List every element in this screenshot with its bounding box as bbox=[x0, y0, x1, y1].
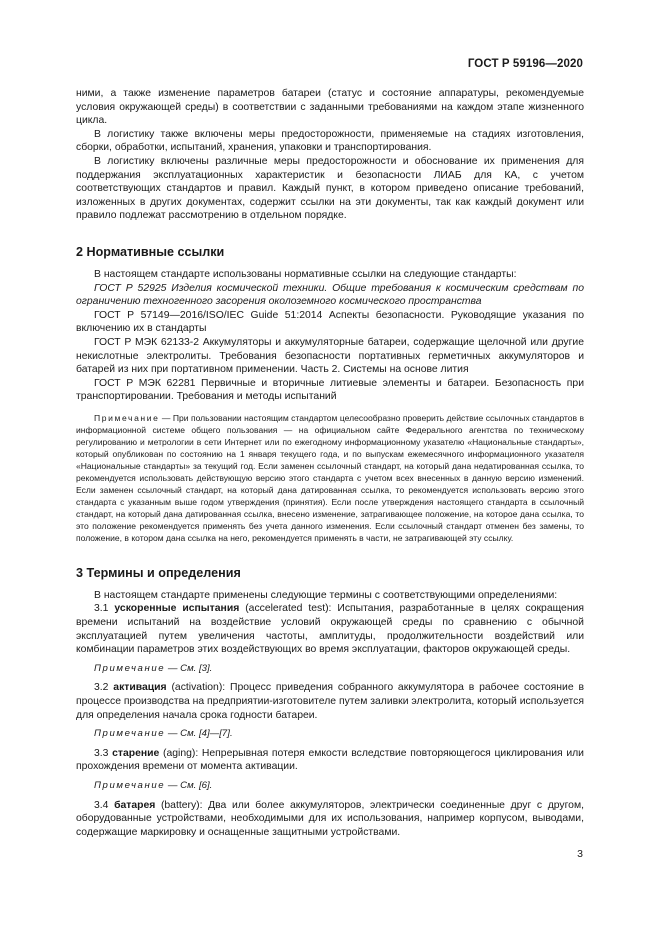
term-name: старение bbox=[112, 747, 160, 759]
note-label: Примечание bbox=[94, 412, 160, 423]
term-definition: (battery): Два или более аккумуляторов, электрически соединенные друг с другом, оборудованные устройствами, необходимыми для их использования, например корпусом, выводами, содержащие маркировку и оснащенные защитными устройствами. bbox=[76, 799, 584, 838]
page-content bbox=[76, 87, 584, 839]
term-number: 3.2 bbox=[94, 682, 114, 694]
term-name: батарея bbox=[114, 799, 156, 811]
normative-reference-4: ГОСТ Р МЭК 62281 Первичные и вторичные литиевые элементы и батареи. Безопасность при транспортировании. Требования и методы испытаний bbox=[76, 377, 584, 403]
normative-reference-2: ГОСТ Р 57149—2016/ISO/IEC Guide 51:2014 Аспекты безопасности. Руководящие указания по включению их в стандарты bbox=[76, 309, 584, 335]
section-2-intro: В настоящем стандарте использованы нормативные ссылки на следующие стандарты: bbox=[94, 268, 517, 280]
term-entry bbox=[76, 681, 584, 722]
term-name: активация bbox=[113, 682, 167, 694]
term-name: ускоренные испытания bbox=[114, 603, 240, 615]
term-definition: (accelerated test): Испытания, разработанные в целях сокращения времени испытаний на воздействие условий окружающей среды по сравнению с обычной эксплуатацией путем увеличения частоты, амплитуды, продолжительности воздействий или комбинации параметров этих воздействующих во время эксплуатации, факторов окружающей среды. bbox=[76, 603, 584, 656]
term-note-label: Примечание bbox=[94, 780, 166, 791]
section-3-heading: 3 Термины и определения bbox=[76, 565, 241, 580]
intro-paragraph-3: В логистику включены различные меры предосторожности и обоснование их применения для поддержания эксплуатационных характеристик и безопасности ЛИАБ для КА, с учетом соответствующих стандартов и правил. Каждый пункт, в котором приведено описание требований, изложенных в других документах, содержит ссылки на эти документы, так как каждый документ или правило подлежат рассмотрению в отдельном порядке. bbox=[76, 155, 584, 222]
term-entry bbox=[76, 747, 584, 774]
term-note bbox=[76, 780, 584, 793]
term-number: 3.1 bbox=[94, 603, 115, 615]
term-note-ref: — См. [3]. bbox=[165, 662, 213, 674]
term-note-label: Примечание bbox=[94, 662, 166, 674]
term-note bbox=[76, 728, 584, 741]
term-note-ref: — См. [4]—[7]. bbox=[165, 728, 233, 740]
term-note-label: Примечание bbox=[94, 728, 166, 740]
note-text: — При пользовании настоящим стандартом целесообразно проверить действие ссылочных стандартов в информационной системе общего пользования — на официальном сайте Федерального агентства по техническому регулированию и метрологии в сети Интернет или по ежегодному информационному указателю «Национальные стандарты», который опубликован по состоянию на 1 января текущего года, и по выпускам ежемесячного информационного указателя «Национальные стандарты» за текущий год. Если заменен ссылочный стандарт, на который дана недатированная ссылка, то рекомендуется использовать действующую версию этого стандарта с учетом всех внесенных в данную версию изменений. Если заменен ссылочный стандарт, на который дана датированная ссылка, то рекомендуется использовать версию этого стандарта с указанным выше годом утверждения (принятия). Если после утверждения настоящего стандарта в ссылочный стандарт, на который дана датированная ссылка, внесено изменение, затрагивающее положение, на которое дана ссылка, то это положение рекомендуется применять без учета данного изменения. Если ссылочный стандарт отменен без замены, то положение, в котором дана ссылка на него, рекомендуется применять в части, не затрагивающей эту ссылку. bbox=[76, 412, 584, 543]
normative-reference-1: ГОСТ Р 52925 Изделия космической техники. Общие требования к космическим средствам по ограничению техногенного засорения околоземного космического пространства bbox=[76, 282, 584, 308]
page-number: 3 bbox=[577, 848, 583, 860]
intro-paragraph-1: ними, а также изменение параметров батареи (статус и состояние аппаратуры, рекомендуемые условия окружающей среды) в соответствии с заданными требованиями на каждом этапе жизненного цикла. bbox=[76, 88, 584, 127]
term-definition: (aging): Непрерывная потеря емкости вследствие повторяющегося циклирования или прохождения времени от момента активации. bbox=[76, 747, 584, 773]
section-3-intro: В настоящем стандарте применены следующие термины с соответствующими определениями: bbox=[94, 589, 558, 601]
section-2-note bbox=[76, 412, 584, 544]
term-entry bbox=[76, 602, 584, 656]
term-number: 3.4 bbox=[94, 799, 115, 811]
term-entry bbox=[76, 799, 584, 840]
intro-paragraph-2: В логистику также включены меры предосторожности, применяемые на стадиях изготовления, сборки, обработки, испытаний, хранения, упаковки и транспортирования. bbox=[76, 128, 584, 154]
term-note bbox=[76, 663, 584, 676]
document-code-header: ГОСТ Р 59196—2020 bbox=[467, 58, 583, 70]
term-note-ref: — См. [6]. bbox=[165, 780, 213, 791]
normative-reference-3: ГОСТ Р МЭК 62133-2 Аккумуляторы и аккумуляторные батареи, содержащие щелочной или другие некислотные электролиты. Требования безопасности портативных герметичных аккумуляторов и батарей из них при портативном применении. Часть 2. Системы на основе лития bbox=[76, 336, 584, 376]
term-number: 3.3 bbox=[94, 747, 113, 759]
term-definition: (activation): Процесс приведения собранного аккумулятора в рабочее состояние в процессе производства на предприятии-изготовителе путем заливки электролита, который используется для определения начала срока годности батареи. bbox=[76, 682, 584, 721]
section-2-heading: 2 Нормативные ссылки bbox=[76, 244, 225, 259]
